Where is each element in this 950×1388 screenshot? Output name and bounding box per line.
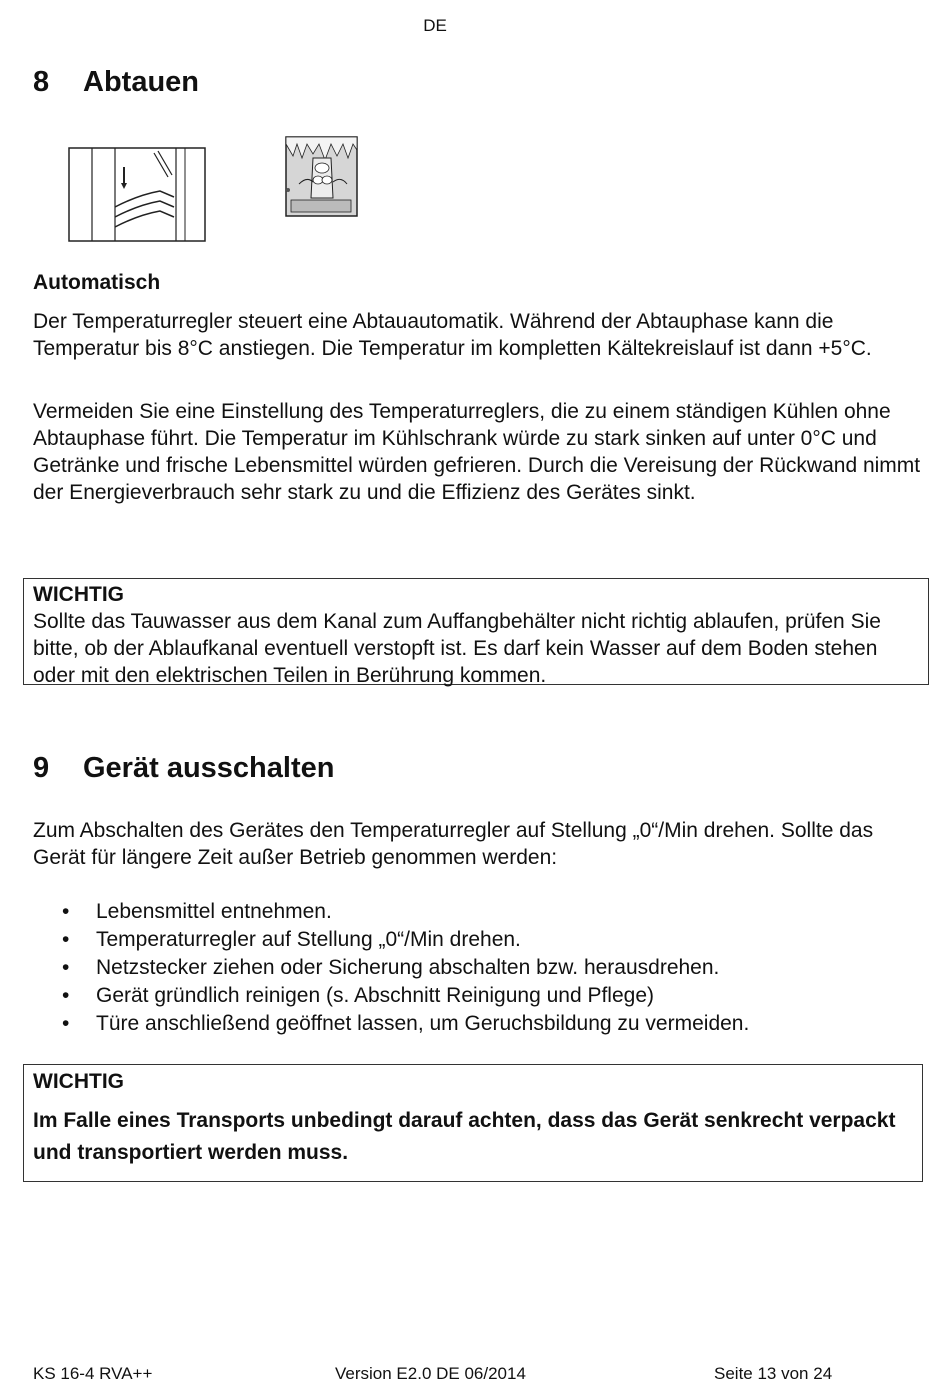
section-heading-defrost <box>33 66 199 99</box>
footer-model: KS 16-4 RVA++ <box>33 1364 153 1383</box>
section-title: Abtauen <box>83 66 199 98</box>
list-item-text: Lebensmittel entnehmen. <box>96 900 332 923</box>
bullet-icon: • <box>62 928 70 951</box>
section-title: Gerät ausschalten <box>83 752 335 784</box>
section-number: 8 <box>33 66 50 98</box>
list-item <box>62 898 749 926</box>
important-note-drain <box>23 578 929 685</box>
list-item <box>62 954 749 982</box>
list-item-text: Gerät gründlich reinigen (s. Abschnitt Reinigung und Pflege) <box>96 984 654 1007</box>
ice-buildup-illustration <box>285 136 359 218</box>
footer-page-number: Seite 13 von 24 <box>714 1364 833 1383</box>
language-code: DE <box>423 16 447 35</box>
bullet-icon: • <box>62 900 70 923</box>
list-item-text: Temperaturregler auf Stellung „0“/Min drehen. <box>96 928 521 951</box>
switch-off-steps-list <box>62 898 749 1038</box>
list-item-text: Türe anschließend geöffnet lassen, um Geruchsbildung zu vermeiden. <box>96 1012 750 1035</box>
section-number: 9 <box>33 752 50 784</box>
list-item-text: Netzstecker ziehen oder Sicherung abschalten bzw. herausdrehen. <box>96 956 720 979</box>
bullet-icon: • <box>62 956 70 979</box>
bullet-icon: • <box>62 984 70 1007</box>
note-title: WICHTIG <box>33 1070 124 1093</box>
important-note-transport <box>23 1064 923 1182</box>
list-item <box>62 926 749 954</box>
bullet-icon: • <box>62 1012 70 1035</box>
section-heading-switch-off <box>33 752 334 785</box>
note-text: Im Falle eines Transports unbedingt darauf achten, dass das Gerät senkrecht verpackt und transportiert werden muss. <box>33 1109 896 1164</box>
list-item <box>62 982 749 1010</box>
list-item <box>62 1010 749 1038</box>
note-title: WICHTIG <box>33 583 124 606</box>
subheading-automatic: Automatisch <box>33 271 161 294</box>
paragraph-auto-defrost: Der Temperaturregler steuert eine Abtauautomatik. Während der Abtauphase kann die Temperatur bis 8°C anstiegen. Die Temperatur im kompletten Kältekreislauf ist dann +5°C. <box>33 310 872 360</box>
note-text: Sollte das Tauwasser aus dem Kanal zum Auffangbehälter nicht richtig ablaufen, prüfen Sie bitte, ob der Ablaufkanal eventuell verstopft ist. Es darf kein Wasser auf dem Boden stehen oder mit den elektrischen Teilen in Berührung kommen. <box>33 610 881 687</box>
fridge-interior-illustration <box>68 147 208 243</box>
footer-version: Version E2.0 DE 06/2014 <box>335 1364 526 1383</box>
paragraph-avoid-setting: Vermeiden Sie eine Einstellung des Temperaturreglers, die zu einem ständigen Kühlen ohne Abtauphase führt. Die Temperatur im Kühlschrank würde zu stark sinken auf unter 0°C und Getränke und frische Lebensmittel würden gefrieren. Durch die Vereisung der Rückwand nimmt der Energieverbrauch sehr stark zu und die Effizienz des Gerätes sinkt. <box>33 400 921 504</box>
paragraph-switch-off: Zum Abschalten des Gerätes den Temperaturregler auf Stellung „0“/Min drehen. Sollte das Gerät für längere Zeit außer Betrieb genommen werden: <box>33 819 874 869</box>
